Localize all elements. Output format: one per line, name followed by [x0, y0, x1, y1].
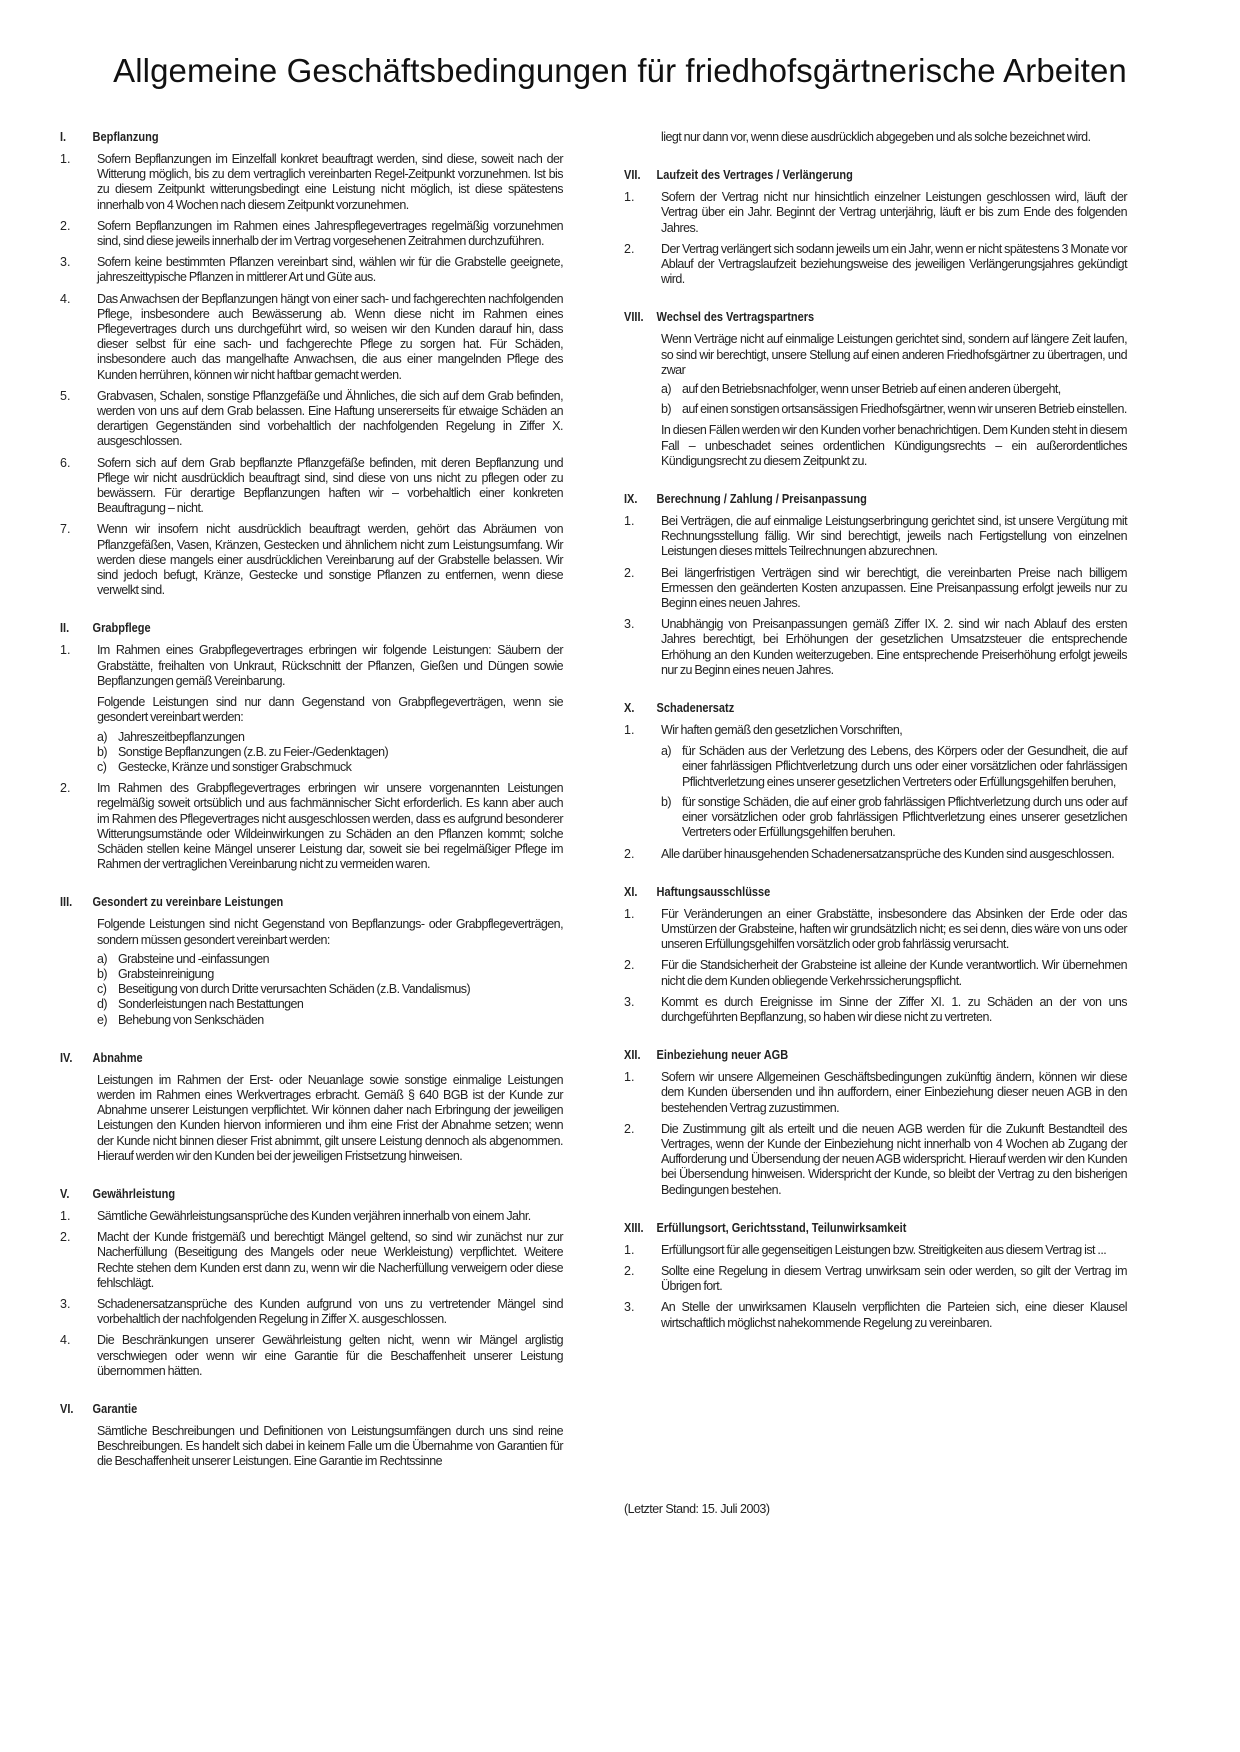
clause-item — [60, 292, 563, 383]
clause-text: Wenn wir insofern nicht ausdrücklich beauftragt werden, gehört das Abräumen von Pflanzgefäßen, Vasen, Kränzen, Gestecken und ähnlichem nicht zum Leistungsumfang. Wir werden diese mangels einer ausdrücklichen Vereinbarung auf der Grabstelle belassen. Wir sind jedoch befugt, Kränze, Gestecke und sonstige Pflanzen zu entfernen, wenn diese verwelkt sind. — [97, 522, 563, 598]
clause-text: Erfüllungsort für alle gegenseitigen Leistungen bzw. Streitigkeiten aus diesem Vertrag ist ... — [661, 1242, 1107, 1257]
section — [624, 1221, 1127, 1331]
list-text: Beseitigung von durch Dritte verursachten Schäden (z.B. Vandalismus) — [118, 982, 471, 997]
clause-item — [624, 514, 1127, 560]
list-item — [661, 744, 1127, 790]
list-letter: c) — [97, 982, 107, 997]
section-heading — [60, 1402, 503, 1417]
clause-number: 6. — [60, 455, 71, 470]
clause-number: 1. — [624, 514, 635, 529]
clause-number: 1. — [624, 1070, 635, 1085]
clause-text: Für Veränderungen an einer Grabstätte, insbesondere das Absinken der Erde oder das Umstürzen der Grabsteine, haften wir grundsätzlich nicht; es sei denn, dies wäre von uns oder unseren Erfüllungsgehilfen vorsätzlich oder grob fahrlässig verursacht. — [661, 906, 1127, 952]
clause-item — [60, 389, 563, 450]
clause-number: 2. — [624, 846, 635, 861]
section-number: II. — [60, 621, 70, 636]
clause-item — [60, 1230, 563, 1291]
clause-text: Grabvasen, Schalen, sonstige Pflanzgefäße und Ähnliches, die sich auf dem Grab befinden, werden von uns auf dem Grab belassen. Eine Haftung unsererseits für etwaige Schäden an derartigen Gegenständen sind vorbehaltlich der nachfolgenden Regelung in Ziffer X. ausgeschlossen. — [97, 388, 563, 449]
clause-text: Sofern Bepflanzungen im Einzelfall konkret beauftragt werden, sind diese, soweit nach der Witterung möglich, bis zu dem vertraglich vereinbarten Regel-Zeitpunkt vorzunehmen. Ist bis zu diesem Zeitpunkt witterungsbedingt eine Leistung nicht möglich, ist diese spätestens innerhalb von 4 Wochen nach diesem Zeitpunkt vorzunehmen. — [97, 152, 563, 212]
clause-number: 3. — [60, 255, 71, 270]
clause-text: Sofern der Vertrag nicht nur hinsichtlich einzelner Leistungen geschlossen wird, läuft der Vertrag über ein Jahr. Beginnt der Vertrag unterjährig, läuft er bis zum Ende des folgenden Jahres. — [661, 190, 1127, 235]
list-text: auf einen sonstigen ortsansässigen Friedhofsgärtner, wenn wir unseren Betrieb einstellen. — [682, 402, 1127, 417]
clause-paragraph: Sämtliche Beschreibungen und Definitionen von Leistungsumfängen durch uns sind reine Beschreibungen. Es handelt sich dabei in keinem Falle um die Übernahme von Garantien für die Beschaffenheit unserer Leistungen. Eine Garantie im Rechtssinne — [97, 1424, 563, 1469]
document-title: Allgemeine Geschäftsbedingungen für friedhofsgärtnerische Arbeiten — [113, 52, 1127, 89]
section-title: Laufzeit des Vertrages / Verlängerung — [656, 168, 853, 183]
list-item — [97, 967, 563, 982]
clause-number: 4. — [60, 291, 71, 306]
clause-paragraph: Leistungen im Rahmen der Erst- oder Neuanlage sowie sonstige einmalige Leistungen werden im Rahmen eines Werkvertrages erbracht. Gemäß § 640 BGB ist der Kunde zur Abnahme unserer Leistungen verpflichtet. Wir können daher nach Erbringung der jeweiligen Leistungen den Kunden hiervon informieren und ihm eine Frist der Abnahme setzen; wenn der Kunde nicht binnen dieser Frist abnimmt, gilt unsere Leistung dennoch als abgenommen. Hierauf werden wir den Kunden bei der jeweiligen Fristsetzung hinweisen. — [97, 1072, 563, 1163]
section-heading — [60, 1051, 503, 1066]
clause-number: 3. — [624, 617, 635, 632]
clause-number: 1. — [60, 643, 71, 658]
clause-number: 3. — [624, 994, 635, 1009]
clause-item — [60, 1333, 563, 1379]
clause-item — [624, 995, 1127, 1025]
clause-paragraph: In diesen Fällen werden wir den Kunden vorher benachrichtigen. Dem Kunden steht in diesem Fall – unbeschadet seines ordentlichen Kündigungsrechts – ein außerordentliches Kündigungsrecht zu diesem Zeitpunkt zu. — [661, 423, 1127, 468]
clause-item — [60, 781, 563, 872]
clause-number: 1. — [624, 1242, 635, 1257]
list-letter: c) — [97, 759, 107, 774]
clause-item — [624, 1264, 1127, 1294]
section-title: Gesondert zu vereinbare Leistungen — [92, 895, 284, 910]
list-text: Grabsteine und -einfassungen — [118, 951, 270, 966]
section — [624, 885, 1127, 1025]
list-text: für sonstige Schäden, die auf einer grob fahrlässigen Pflichtverletzung durch uns oder auf einer vorsätzlichen oder grob fahrlässigen Pflichtverletzung eines unserer gesetzlichen Vertreters oder Erfüllungsgehilfen beruhen. — [682, 794, 1127, 840]
section-number: VII. — [624, 168, 641, 183]
clause-item — [60, 1209, 563, 1224]
clause-item — [60, 643, 563, 689]
clause-number: 1. — [60, 152, 71, 166]
clause-number: 2. — [624, 241, 635, 256]
clause-text: Unabhängig von Preisanpassungen gemäß Ziffer IX. 2. sind wir nach Ablauf des ersten Jahres berechtigt, bei Erhöhungen der gesetzlichen Umsatzsteuer die entsprechende Erhöhung an den Kunden weiterzugeben. Eine entsprechende Preiserhöhung erfolgt jeweils nur zu Beginn eines neuen Jahres. — [661, 617, 1127, 677]
section-number: XI. — [624, 884, 638, 899]
clause-text: Die Zustimmung gilt als erteilt und die neuen AGB werden für die Zukunft Bestandteil des Vertrages, wenn der Kunde der Einbeziehung nicht innerhalb von 4 Wochen ab Zugang der Aufforderung und Übersendung der neuen AGB widerspricht. Hierauf werden wir den Kunden bei Übersendung hinweisen. Widerspricht der Kunde, so bleibt der Vertrag zu den bisherigen Bedingungen bestehen. — [661, 1121, 1127, 1197]
clause-number: 5. — [60, 388, 71, 403]
section-title: Schadenersatz — [656, 701, 735, 716]
clause-text: Wir haften gemäß den gesetzlichen Vorschriften, — [661, 723, 903, 738]
left-column — [60, 130, 563, 1493]
section-number: V. — [60, 1186, 70, 1201]
clause-paragraph: Folgende Leistungen sind nicht Gegenstand von Bepflanzungs- oder Grabpflegeverträgen, sondern müssen gesondert vereinbart werden: — [97, 917, 563, 947]
section — [624, 701, 1127, 862]
clause-item — [624, 847, 1127, 862]
list-letter: a) — [97, 729, 108, 744]
clause-number: 2. — [624, 1121, 635, 1136]
clause-text: Alle darüber hinausgehenden Schadenersatzansprüche des Kunden sind ausgeschlossen. — [661, 846, 1115, 861]
clause-paragraph: Wenn Verträge nicht auf einmalige Leistungen gerichtet sind, sondern auf längere Zeit laufen, so sind wir berechtigt, unsere Stellung auf einen anderen Friedhofsgärtner zu übertragen, und zwar — [661, 332, 1127, 377]
list-text: Sonstige Bepflanzungen (z.B. zu Feier-/Gedenktagen) — [118, 744, 389, 759]
clause-number: 3. — [60, 1296, 71, 1311]
clause-item — [60, 255, 563, 285]
clause-text: Schadenersatzansprüche des Kunden aufgrund von uns zu vertretender Mängel sind vorbehaltlich der nachfolgenden Regelung in Ziffer X. ausgeschlossen. — [97, 1296, 563, 1327]
section — [624, 1048, 1127, 1198]
list-item — [97, 1013, 563, 1028]
clause-number: 1. — [624, 906, 635, 921]
list-item — [97, 730, 563, 745]
clause-item — [624, 907, 1127, 953]
list-text: Jahreszeitbepflanzungen — [118, 729, 245, 744]
clause-number: 2. — [624, 1263, 635, 1278]
clause-text: Bei Verträgen, die auf einmalige Leistungserbringung gerichtet sind, ist unsere Vergütung mit Rechnungsstellung fällig. Wir sind berechtigt, jeweils nach Fertigstellung von einzelnen Leistungen dieses mittels Teilrechnungen abzurechnen. — [661, 514, 1127, 559]
list-letter: b) — [661, 794, 672, 809]
clause-paragraph: Folgende Leistungen sind nur dann Gegenstand von Grabpflegeverträgen, wenn sie gesondert vereinbart werden: — [97, 695, 563, 725]
clause-number: 2. — [624, 958, 635, 973]
clause-item — [624, 723, 1127, 738]
clause-number: 2. — [60, 218, 71, 233]
section-number: IV. — [60, 1050, 73, 1065]
section-number: X. — [624, 701, 635, 716]
section-heading — [60, 130, 503, 145]
clause-number: 4. — [60, 1333, 71, 1348]
section-title: Abnahme — [92, 1050, 143, 1065]
clause-number: 2. — [60, 781, 71, 796]
clause-item — [60, 219, 563, 249]
section-number: III. — [60, 895, 73, 910]
list-letter: a) — [97, 951, 108, 966]
section — [624, 310, 1127, 469]
list-item — [97, 745, 563, 760]
clause-item — [624, 1300, 1127, 1330]
clause-number: 2. — [624, 565, 635, 580]
clause-text: Sofern sich auf dem Grab bepflanzte Pflanzgefäße befinden, mit deren Bepflanzung und Pflege wir nicht ausdrücklich beauftragt sind, sind diese von uns nicht zu pflegen oder zu bewässern. Für derartige Bepflanzungen haften wir – vorbehaltlich einer konkreten Beauftragung – nicht. — [97, 455, 563, 516]
list-letter: b) — [661, 402, 672, 417]
clause-text: Macht der Kunde fristgemäß und berechtigt Mängel geltend, so sind wir zunächst nur zur Nacherfüllung (Beseitigung des Mangels oder neue Werkleistung) verpflichtet. Weitere Rechte stehen dem Kunden erst dann zu, wenn wir die Nacherfüllung verweigern oder diese fehlschlägt. — [97, 1230, 563, 1290]
clause-number: 3. — [624, 1300, 635, 1315]
clause-text: Bei längerfristigen Verträgen sind wir berechtigt, die vereinbarten Preise nach billigem Ermessen den geänderten Kosten anzupassen. Eine Preisanpassung erfolgt jeweils nur zu Beginn eines neuen Jahres. — [661, 565, 1127, 611]
section-number: VIII. — [624, 310, 644, 325]
clause-number: 2. — [60, 1230, 71, 1245]
list-text: Grabsteinreinigung — [118, 966, 214, 981]
section-number: IX. — [624, 492, 638, 507]
clause-item — [60, 522, 563, 598]
clause-number: 1. — [60, 1208, 71, 1223]
clause-number: 7. — [60, 522, 71, 537]
clause-text: Kommt es durch Ereignisse im Sinne der Ziffer XI. 1. zu Schäden an der von uns durchgeführten Bepflanzung, so haben wir diese nicht zu vertreten. — [661, 994, 1127, 1024]
section — [60, 130, 563, 598]
section-heading — [624, 1048, 1067, 1063]
section-title: Bepflanzung — [92, 130, 159, 144]
clause-item — [60, 456, 563, 517]
list-item — [661, 382, 1127, 397]
section — [624, 168, 1127, 287]
section — [60, 621, 563, 872]
clause-item — [60, 1297, 563, 1327]
list-text: für Schäden aus der Verletzung des Lebens, des Körpers oder der Gesundheit, die auf einer fahrlässigen Pflichtverletzung durch uns oder einer vorsätzlichen oder fahrlässigen Pflichtverletzung eines unserer gesetzlichen Vertreters oder Erfüllungsgehilfen beruhen, — [682, 744, 1127, 789]
section-title: Haftungsausschlüsse — [656, 884, 771, 899]
section-title: Einbeziehung neuer AGB — [656, 1048, 789, 1063]
list-text: auf den Betriebsnachfolger, wenn unser Betrieb auf einen anderen übergeht, — [682, 382, 1061, 397]
clause-text: Im Rahmen des Grabpflegevertrages erbringen wir unsere vorgenannten Leistungen regelmäßig soweit ortsüblich und aus fachmännischer Sicht erforderlich. Es kann aber auch im Rahmen des Pflegevertrages nicht ausgeschlossen werden, dass es aufgrund besonderer Witterungsumstände oder Wildeinwirkungen zu Schäden an den Pflanzen kommt; solche Schäden stellen keine Mängel unserer Leistung dar, soweit sie bei regelmäßiger Pflege im Rahmen der vertraglichen Vereinbarung nicht zu vermeiden waren. — [97, 781, 563, 872]
section — [60, 1051, 563, 1164]
list-item — [97, 997, 563, 1012]
list-letter: a) — [661, 382, 672, 397]
clause-item — [624, 1243, 1127, 1258]
section-heading — [624, 310, 1067, 325]
section-heading — [624, 885, 1067, 900]
right-column — [624, 130, 1127, 1354]
section-heading — [60, 1187, 503, 1202]
clause-text: Sofern wir unsere Allgemeinen Geschäftsbedingungen zukünftig ändern, können wir diese dem Kunden übersenden und ihn auffordern, einer Einbeziehung dieser neuen AGB in den bestehenden Vertrag zuzustimmen. — [661, 1070, 1127, 1115]
clause-text: Sämtliche Gewährleistungsansprüche des Kunden verjähren innerhalb von einem Jahr. — [97, 1208, 531, 1223]
section-title: Gewährleistung — [92, 1186, 176, 1201]
section-heading — [624, 1221, 1067, 1236]
section-heading — [60, 895, 503, 910]
section-heading — [624, 168, 1067, 183]
section-title: Berechnung / Zahlung / Preisanpassung — [656, 492, 867, 507]
list-text: Gestecke, Kränze und sonstiger Grabschmuck — [118, 759, 352, 774]
clause-text: Im Rahmen eines Grabpflegevertrages erbringen wir folgende Leistungen: Säubern der Grabstätte, freihalten von Unkraut, Rückschnitt der Pflanzen, Gießen und Düngen sowie Bepflanzungen gemäß Vereinbarung. — [97, 643, 563, 688]
clause-item — [624, 242, 1127, 288]
clause-item — [624, 958, 1127, 988]
clause-text: Sofern Bepflanzungen im Rahmen eines Jahrespflegevertrages regelmäßig vorzunehmen sind, sind diese jeweils innerhalb der im Vertrag vorgesehenen Zeitrahmen durchzuführen. — [97, 218, 563, 249]
section-title: Erfüllungsort, Gerichtsstand, Teilunwirksamkeit — [656, 1220, 907, 1235]
section — [60, 1402, 563, 1470]
list-letter: b) — [97, 744, 108, 759]
clause-item — [60, 152, 563, 213]
list-item — [661, 795, 1127, 841]
section — [624, 492, 1127, 678]
list-text: Behebung von Senkschäden — [118, 1012, 264, 1027]
list-letter: a) — [661, 744, 672, 759]
list-letter: d) — [97, 997, 108, 1012]
clause-text: Sollte eine Regelung in diesem Vertrag unwirksam sein oder werden, so gilt der Vertrag im Übrigen fort. — [661, 1263, 1127, 1294]
clause-text: Sofern keine bestimmten Pflanzen vereinbart sind, wählen wir für die Grabstelle geeignete, jahreszeittypische Pflanzen in mittlerer Art und Güte aus. — [97, 255, 563, 285]
clause-text: An Stelle der unwirksamen Klauseln verpflichten die Parteien sich, eine dieser Klausel wirtschaftlich möglichst nahekommende Regelung zu vereinbaren. — [661, 1300, 1127, 1330]
list-text: Sonderleistungen nach Bestattungen — [118, 997, 304, 1012]
list-item — [97, 760, 563, 775]
footer-note: (Letzter Stand: 15. Juli 2003) — [624, 1502, 770, 1516]
list-item — [661, 402, 1127, 417]
section-heading — [624, 492, 1067, 507]
list-item — [97, 982, 563, 997]
clause-number: 1. — [624, 190, 635, 205]
clause-text: Die Beschränkungen unserer Gewährleistung gelten nicht, wenn wir Mängel arglistig verschwiegen oder wenn wir eine Garantie für die Beschaffenheit unserer Leistung übernommen hätten. — [97, 1333, 563, 1378]
section-heading — [60, 621, 503, 636]
clause-item — [624, 1070, 1127, 1116]
clause-text: Das Anwachsen der Bepflanzungen hängt von einer sach- und fachgerechten nachfolgenden Pflege, insbesondere auch Bewässerung ab. Wenn diese nicht im Rahmen eines Pflegevertrages durch uns durchgeführt wird, so weisen wir den Kunden darauf hin, dass dieser selbst für eine sach- und fachgerechte Pflege zu sorgen hat. Für Schäden, insbesondere auch das mangelhafte Anwachsen, die aus einer mangelnden Pflege des Kunden herrühren, können wir nicht haftbar gemacht werden. — [97, 291, 563, 382]
clause-text: Für die Standsicherheit der Grabsteine ist alleine der Kunde verantwortlich. Wir übernehmen nicht die dem Kunden obliegende Verkehrssicherungspflicht. — [661, 958, 1127, 988]
clause-number: 1. — [624, 723, 635, 738]
section-title: Wechsel des Vertragspartners — [656, 310, 815, 325]
clause-item — [624, 1122, 1127, 1198]
section-number: VI. — [60, 1402, 74, 1416]
section-number: XII. — [624, 1048, 641, 1063]
section-number: I. — [60, 130, 67, 144]
clause-text: Der Vertrag verlängert sich sodann jeweils um ein Jahr, wenn er nicht spätestens 3 Monate vor Ablauf der Vertragslaufzeit beziehungsweise des jeweiligen Verlängerungsjahres gekündigt wird. — [661, 241, 1127, 287]
list-letter: b) — [97, 966, 108, 981]
section-title: Grabpflege — [92, 621, 151, 636]
clause-item — [624, 190, 1127, 236]
clause-item — [624, 617, 1127, 678]
section-number: XIII. — [624, 1220, 644, 1235]
list-item — [97, 952, 563, 967]
section-heading — [624, 701, 1067, 716]
section — [60, 895, 563, 1027]
continuation-text: liegt nur dann vor, wenn diese ausdrücklich abgegeben und als solche bezeichnet wird. — [661, 130, 1091, 144]
section-title: Garantie — [92, 1402, 138, 1416]
list-letter: e) — [97, 1012, 108, 1027]
clause-item — [624, 566, 1127, 612]
section — [60, 1187, 563, 1379]
